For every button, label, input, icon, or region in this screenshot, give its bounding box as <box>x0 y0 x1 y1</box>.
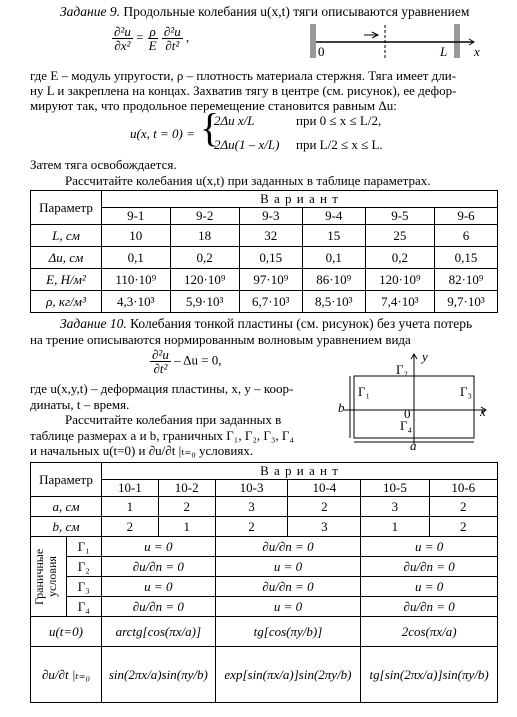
t10-cell: 3 <box>361 497 429 517</box>
init-case2-expr: 2Δu(1 – x/L) <box>214 137 280 152</box>
task10-line-5: и начальных u(t=0) и ∂u/∂t |ₜ₌₀ условиях. <box>30 443 254 458</box>
t9-variant: 9-2 <box>170 208 239 225</box>
task10-line-4: таблице размерах a и b, граничных Γ₁, Γ₂, Γ₃, Γ₄ <box>30 427 294 443</box>
task10-intro-2: на трение описываются нормированным волновым уравнением вида <box>30 332 411 347</box>
t9-cell: 32 <box>239 225 302 247</box>
task9-line-3: мируют так, что продольное перемещение становится равным Δu: <box>30 98 397 113</box>
t9-row-label: E, Н/м² <box>31 269 102 291</box>
eq-rhs-num1: ρ <box>149 24 156 39</box>
task10-table <box>30 462 498 703</box>
t10-bc-cell: ∂u/∂n = 0 <box>102 597 216 617</box>
t10-bc-cell: ∂u/∂n = 0 <box>361 557 498 577</box>
init-case2-when: при L/2 ≤ x ≤ L. <box>296 137 383 152</box>
plate-y: y <box>422 349 428 364</box>
t9-cell: 5,9·10³ <box>170 291 239 313</box>
eq-lhs-num: ∂²u <box>114 24 131 39</box>
t9-cell: 6,7·10³ <box>239 291 302 313</box>
t10-bc-cell: u = 0 <box>361 577 498 597</box>
t10-u0-cell: 2cos(πx/a) <box>361 617 498 647</box>
eq-rhs-den2: ∂t² <box>165 38 180 53</box>
t10-cell: 1 <box>102 497 159 517</box>
plate-zero: 0 <box>404 406 411 421</box>
t9-cell: 0,2 <box>170 247 239 269</box>
t9-cell: 9,7·10³ <box>435 291 498 313</box>
table-row <box>31 577 498 597</box>
t10-cell: 2 <box>158 497 215 517</box>
table-row <box>31 269 498 291</box>
t9-row-label: ρ, кг/м³ <box>31 291 102 313</box>
t9-cell: 0,2 <box>365 247 434 269</box>
t9-cell: 10 <box>102 225 171 247</box>
t10-variant-header: В а р и а н т <box>102 463 498 480</box>
t10-bc-cell: u = 0 <box>215 597 361 617</box>
rod-label-0: 0 <box>318 44 325 59</box>
t10-bc-cell: u = 0 <box>215 557 361 577</box>
t10-u0-cell: arctg[cos(πx/a)] <box>102 617 216 647</box>
t9-variant: 9-1 <box>102 208 171 225</box>
t10-boundary-label-cell <box>31 537 67 617</box>
t9-variant: 9-5 <box>365 208 434 225</box>
t9-cell: 120·10⁹ <box>365 269 434 291</box>
eq-rhs-num2: ∂²u <box>163 24 181 39</box>
t10-cell: 3 <box>288 517 361 537</box>
t10-cell: 3 <box>215 497 288 517</box>
eq10-num: ∂²u <box>152 347 169 362</box>
eq-lhs-den: ∂x² <box>114 38 131 53</box>
t9-variant-header: В а р и а н т <box>102 191 498 208</box>
task9-header <box>60 4 469 20</box>
task9-line-1: где E – модуль упругости, ρ – плотность материала стержня. Тяга имеет дли- <box>30 68 457 83</box>
task10-header <box>60 316 472 332</box>
t10-variant: 10-6 <box>429 480 497 497</box>
t10-cell: 2 <box>102 517 159 537</box>
table-row <box>31 597 498 617</box>
t10-cell: 1 <box>361 517 429 537</box>
t10-cell: 2 <box>215 517 288 537</box>
eq-comma: , <box>185 29 190 45</box>
t10-bc-cell: u = 0 <box>102 537 216 557</box>
task10-intro-1: Колебания тонкой пластины (см. рисунок) без учета потерь <box>130 316 473 331</box>
table-row <box>31 291 498 313</box>
t10-g-label: Γ₂ <box>66 557 102 577</box>
t10-variant: 10-4 <box>288 480 361 497</box>
plate-a: a <box>410 438 417 453</box>
task10-heading: Задание 10. <box>60 316 127 331</box>
t10-cell: 2 <box>288 497 361 517</box>
t9-cell: 4,3·10³ <box>102 291 171 313</box>
t10-bc-cell: ∂u/∂n = 0 <box>215 537 361 557</box>
t9-variant: 9-4 <box>302 208 365 225</box>
t9-cell: 0,15 <box>239 247 302 269</box>
eq-rhs-den1: E <box>148 38 157 53</box>
t10-du-label: ∂u/∂t |ₜ₌₀ <box>31 647 102 703</box>
t10-boundary-label: Граничные условия <box>32 548 60 605</box>
plate-g1: Γ₁ <box>358 384 371 399</box>
t10-bc-cell: u = 0 <box>361 537 498 557</box>
task9-text <box>30 68 456 113</box>
t10-g-label: Γ₃ <box>66 577 102 597</box>
t10-du-cell: sin(2πx/a)sin(πy/b) <box>102 647 216 703</box>
t10-b-label: b, см <box>31 517 102 537</box>
table-row <box>31 557 498 577</box>
task9-line-2: ну L и закреплена на концах. Захватив тягу в центре (см. рисунок), ее дефор- <box>30 83 457 98</box>
t10-cell: 2 <box>429 497 497 517</box>
task9-equation <box>112 25 189 52</box>
init-lhs: u(x, t = 0) = <box>130 126 195 141</box>
eq10-den: ∂t² <box>153 361 168 376</box>
task9-after-1: Затем тяга освобождается. <box>30 157 177 172</box>
t9-cell: 7,4·10³ <box>365 291 434 313</box>
t9-cell: 0,1 <box>102 247 171 269</box>
task9-table <box>30 190 498 313</box>
t10-variant: 10-3 <box>215 480 288 497</box>
init-brace: { <box>200 105 220 150</box>
t10-bc-cell: ∂u/∂n = 0 <box>102 557 216 577</box>
t9-cell: 86·10⁹ <box>302 269 365 291</box>
t9-row-label: L, см <box>31 225 102 247</box>
init-case1-expr: 2Δu x/L <box>214 113 255 128</box>
table-row <box>31 247 498 269</box>
t10-du-cell: exp[sin(πx/a)]sin(2πy/b) <box>215 647 361 703</box>
plate-x: x <box>480 404 486 419</box>
init-case1-when: при 0 ≤ x ≤ L/2, <box>296 113 382 128</box>
t9-cell: 97·10⁹ <box>239 269 302 291</box>
table-row <box>31 497 498 517</box>
t9-cell: 8,5·10³ <box>302 291 365 313</box>
plate-g2: Γ₂ <box>396 362 409 377</box>
task10-line-3: Рассчитайте колебания при заданных в <box>65 412 282 427</box>
t10-bc-cell: u = 0 <box>102 577 216 597</box>
table-row <box>31 647 498 703</box>
t9-param-header: Параметр <box>31 191 102 225</box>
rod-label-L: L <box>440 44 448 59</box>
task9-heading: Задание 9. <box>60 4 120 19</box>
t10-cell: 1 <box>158 517 215 537</box>
t10-cell: 2 <box>429 517 497 537</box>
t10-variant: 10-2 <box>158 480 215 497</box>
t9-variant: 9-3 <box>239 208 302 225</box>
plate-b: b <box>338 400 345 415</box>
t9-cell: 15 <box>302 225 365 247</box>
t10-variant: 10-1 <box>102 480 159 497</box>
t10-variant: 10-5 <box>361 480 429 497</box>
t9-cell: 25 <box>365 225 434 247</box>
t10-a-label: a, см <box>31 497 102 517</box>
task9-intro: Продольные колебания u(x,t) тяги описываются уравнением <box>123 4 470 19</box>
t9-cell: 0,15 <box>435 247 498 269</box>
t9-row-label: Δu, см <box>31 247 102 269</box>
t9-cell: 6 <box>435 225 498 247</box>
rod-figure <box>306 22 486 62</box>
table-row <box>31 225 498 247</box>
task10-line-2: динаты, t – время. <box>30 396 130 412</box>
task10-text <box>30 381 294 459</box>
t9-cell: 18 <box>170 225 239 247</box>
eq10-rest: – Δu = 0, <box>174 352 222 368</box>
table-row <box>31 517 498 537</box>
t10-g-label: Γ₁ <box>66 537 102 557</box>
plate-g3: Γ₃ <box>460 384 473 399</box>
t9-variant: 9-6 <box>435 208 498 225</box>
t9-cell: 0,1 <box>302 247 365 269</box>
t10-u0-label: u(t=0) <box>31 617 102 647</box>
t10-param-header: Параметр <box>31 463 102 497</box>
t10-g-label: Γ₄ <box>66 597 102 617</box>
t9-cell: 120·10⁹ <box>170 269 239 291</box>
t9-cell: 110·10⁹ <box>102 269 171 291</box>
eq-sign: = <box>136 29 144 45</box>
plate-g4: Γ₄ <box>400 418 413 433</box>
rod-label-x: x <box>474 44 480 59</box>
table-row <box>31 617 498 647</box>
t10-u0-cell: tg[cos(πy/b)] <box>215 617 361 647</box>
t10-du-cell: tg[sin(2πx/a)]sin(πy/b) <box>361 647 498 703</box>
t10-bc-cell: ∂u/∂n = 0 <box>361 597 498 617</box>
t9-cell: 82·10⁹ <box>435 269 498 291</box>
t10-bc-cell: ∂u/∂n = 0 <box>215 577 361 597</box>
task10-equation <box>150 348 222 375</box>
task9-after-2: Рассчитайте колебания u(x,t) при заданных в таблице параметрах. <box>65 173 431 188</box>
task10-line-1: где u(x,y,t) – деформация пластины, x, y – коор- <box>30 381 294 396</box>
table-row <box>31 537 498 557</box>
